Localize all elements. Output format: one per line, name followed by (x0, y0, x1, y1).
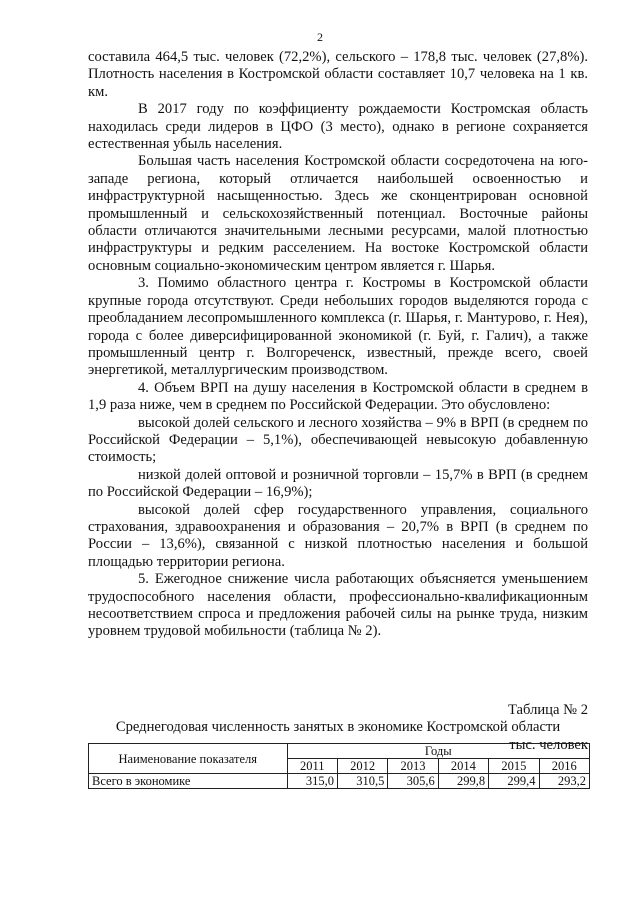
paragraph: В 2017 году по коэффициенту рождаемости Костромская область находилась среди лидеров в ЦФО (3 место), однако в регионе сохраняется естественная убыль населения. (88, 101, 588, 153)
body-text (88, 49, 588, 641)
paragraph: 3. Помимо областного центра г. Костромы в Костромской области крупные города отсутствуют. Среди небольших городов выделяются города с преобладанием лесопромышленного комплекса (г. Шарья, г. Мантурово, г. Нея), города с более диверсифицированной экономикой (г. Буй, г. Галич), а также промышленный центр г. Волгореченск, известный, прежде всего, своей энергетикой, металлургическим производством. (88, 275, 588, 379)
table-cell: 293,2 (539, 774, 589, 789)
header-year: 2013 (388, 759, 438, 774)
table-row (89, 774, 590, 789)
header-year: 2014 (438, 759, 488, 774)
table-cell: 315,0 (287, 774, 337, 789)
table-cell: 299,4 (489, 774, 539, 789)
table-cell: 305,6 (388, 774, 438, 789)
table-label: Таблица № 2 (508, 702, 588, 718)
table-cell: 310,5 (337, 774, 387, 789)
header-name: Наименование показателя (89, 744, 288, 774)
header-year: 2016 (539, 759, 589, 774)
employment-table (88, 743, 590, 789)
header-year: 2011 (287, 759, 337, 774)
header-year: 2015 (489, 759, 539, 774)
table-title: Среднегодовая численность занятых в экономике Костромской области (115, 719, 561, 736)
row-label: Всего в экономике (89, 774, 288, 789)
paragraph: 4. Объем ВРП на душу населения в Костромской области в среднем в 1,9 раза ниже, чем в среднем по Российской Федерации. Это обусловлено: (88, 379, 588, 414)
header-year: 2012 (337, 759, 387, 774)
table-unit: тыс. человек (509, 736, 588, 753)
paragraph: 5. Ежегодное снижение числа работающих объясняется уменьшением трудоспособного населения области, профессионально-квалификационным несоответствием спроса и предложения рабочей силы на рынке труда, низким уровнем трудовой мобильности (таблица № 2). (88, 571, 588, 640)
paragraph: низкой долей оптовой и розничной торговли – 15,7% в ВРП (в среднем по Российской Федерации – 16,9%); (88, 466, 588, 501)
paragraph: высокой долей сельского и лесного хозяйства – 9% в ВРП (в среднем по Российской Федерации – 5,1%), обеспечивающей невысокую добавленную стоимость; (88, 414, 588, 466)
paragraph: высокой долей сфер государственного управления, социального страхования, здравоохранения и образования – 20,7% в ВРП (в среднем по России – 13,6%), связанной с низкой плотностью населения и большой площадью территории региона. (88, 501, 588, 570)
table-cell: 299,8 (438, 774, 488, 789)
page-number: 2 (317, 30, 323, 44)
header-years-group: Годы (287, 744, 589, 759)
paragraph: Большая часть населения Костромской области сосредоточена на юго-западе региона, который отличается наибольшей освоенностью и инфраструктурной насыщенностью. Здесь же сконцентрирован основной промышленный и сельскохозяйственный потенциал. Восточные районы области отличаются значительными лесными ресурсами, малой плотностью инфраструктуры и редким расселением. На востоке Костромской области основным социально-экономическим центром является г. Шарья. (88, 153, 588, 274)
paragraph: составила 464,5 тыс. человек (72,2%), сельского – 178,8 тыс. человек (27,8%). Плотность населения в Костромской области составляет 10,7 человека на 1 кв. км. (88, 49, 588, 100)
